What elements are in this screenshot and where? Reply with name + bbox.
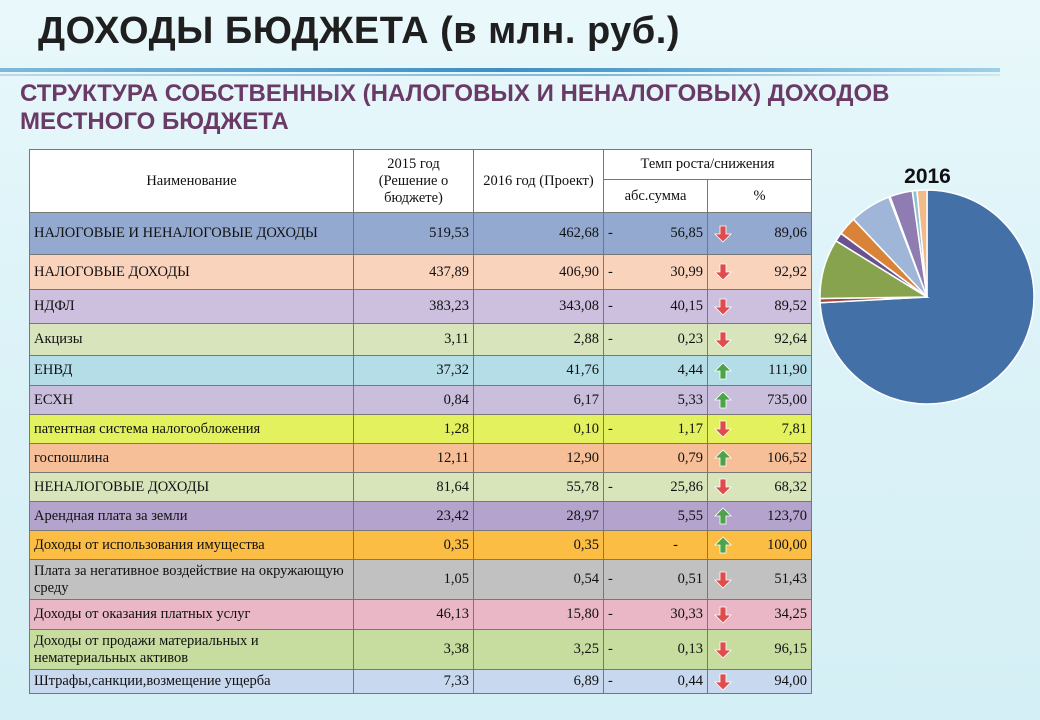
row-name: Доходы от использования имущества xyxy=(30,531,354,560)
row-abs-change xyxy=(604,630,708,670)
table-row xyxy=(30,213,812,255)
row-percent xyxy=(708,502,812,531)
row-percent-value: 68,32 xyxy=(774,478,808,495)
row-percent-value: 96,15 xyxy=(774,641,808,657)
table-row xyxy=(30,324,812,356)
table-row xyxy=(30,531,812,560)
row-2016-value: 55,78 xyxy=(474,473,604,502)
header-2016: 2016 год (Проект) xyxy=(474,150,604,213)
page-subtitle: СТРУКТУРА СОБСТВЕННЫХ (НАЛОГОВЫХ И НЕНАЛОГОВЫХ) ДОХОДОВ МЕСТНОГО БЮДЖЕТА xyxy=(20,80,890,135)
chart-title: 2016 xyxy=(904,165,951,188)
row-percent xyxy=(708,290,812,324)
row-abs-value: 4,44 xyxy=(677,362,703,378)
row-abs-change xyxy=(604,356,708,386)
row-abs-change xyxy=(604,386,708,415)
row-name: НЕНАЛОГОВЫЕ ДОХОДЫ xyxy=(30,473,354,502)
row-2015-value: 0,35 xyxy=(354,531,474,560)
header-rate: Темп роста/снижения xyxy=(604,150,812,180)
row-2016-value: 3,25 xyxy=(474,630,604,670)
row-name: Доходы от оказания платных услуг xyxy=(30,600,354,630)
row-abs-change xyxy=(604,255,708,290)
row-2015-value: 81,64 xyxy=(354,473,474,502)
table-row xyxy=(30,415,812,444)
page-title: ДОХОДЫ БЮДЖЕТА (в млн. руб.) xyxy=(38,10,680,52)
row-percent-value: 94,00 xyxy=(774,673,808,689)
row-2016-value: 0,10 xyxy=(474,415,604,444)
row-abs-value: 56,85 xyxy=(670,225,703,241)
row-percent xyxy=(708,356,812,386)
table-row xyxy=(30,560,812,600)
green-up-arrow-icon xyxy=(714,362,732,385)
row-abs-value: 5,33 xyxy=(677,391,703,408)
row-2015-value: 519,53 xyxy=(354,213,474,255)
pie-chart-svg xyxy=(815,165,1040,425)
budget-table-body xyxy=(30,213,812,694)
row-abs-change xyxy=(604,324,708,356)
row-percent xyxy=(708,560,812,600)
row-abs-change xyxy=(604,531,708,560)
row-abs-change xyxy=(604,473,708,502)
row-percent-value: 111,90 xyxy=(768,362,808,378)
green-up-arrow-icon xyxy=(714,391,732,414)
row-percent-value: 92,92 xyxy=(774,263,808,280)
row-abs-value: 40,15 xyxy=(670,298,703,314)
row-percent xyxy=(708,255,812,290)
green-up-arrow-icon xyxy=(714,449,732,472)
row-abs-value: 0,44 xyxy=(677,673,703,689)
row-abs-value: 25,86 xyxy=(670,478,703,495)
row-percent-value: 51,43 xyxy=(774,571,808,587)
red-down-arrow-icon xyxy=(714,478,732,501)
row-percent xyxy=(708,386,812,415)
table-row xyxy=(30,473,812,502)
red-down-arrow-icon xyxy=(714,420,732,443)
row-2015-value: 12,11 xyxy=(354,444,474,473)
red-down-arrow-icon xyxy=(714,641,732,664)
row-percent xyxy=(708,415,812,444)
row-percent-value: 123,70 xyxy=(767,507,808,524)
header-2015: 2015 год (Решение о бюджете) xyxy=(354,150,474,213)
row-name: Штрафы,санкции,возмещение ущерба xyxy=(30,670,354,694)
row-2016-value: 6,17 xyxy=(474,386,604,415)
row-name: НАЛОГОВЫЕ И НЕНАЛОГОВЫЕ ДОХОДЫ xyxy=(30,213,354,255)
row-name: Арендная плата за земли xyxy=(30,502,354,531)
row-percent xyxy=(708,531,812,560)
row-percent-value: 7,81 xyxy=(781,420,808,437)
pie-chart xyxy=(815,165,1040,425)
table-row xyxy=(30,356,812,386)
row-abs-value: 30,33 xyxy=(670,606,703,622)
row-name: ЕНВД xyxy=(30,356,354,386)
row-sign: - xyxy=(608,331,613,347)
row-abs-change xyxy=(604,290,708,324)
row-abs-value: 1,17 xyxy=(677,420,703,437)
header-pct: % xyxy=(708,180,812,213)
row-name: Акцизы xyxy=(30,324,354,356)
red-down-arrow-icon xyxy=(714,263,732,286)
table-row xyxy=(30,386,812,415)
row-percent xyxy=(708,670,812,694)
table-row xyxy=(30,255,812,290)
row-abs-value: 0,13 xyxy=(677,641,703,657)
row-abs-change xyxy=(604,502,708,531)
row-percent xyxy=(708,444,812,473)
title-divider xyxy=(0,68,1000,72)
row-percent-value: 106,52 xyxy=(767,449,808,466)
row-abs-value: 0,79 xyxy=(677,449,703,466)
row-name: Доходы от продажи материальных и нематериальных активов xyxy=(30,630,354,670)
table-row xyxy=(30,670,812,694)
row-name: НАЛОГОВЫЕ ДОХОДЫ xyxy=(30,255,354,290)
row-2016-value: 343,08 xyxy=(474,290,604,324)
row-abs-change xyxy=(604,444,708,473)
red-down-arrow-icon xyxy=(714,606,732,629)
row-abs-value: 5,55 xyxy=(677,507,703,524)
row-sign: - xyxy=(608,298,613,314)
budget-table xyxy=(29,149,812,694)
row-name: Плата за негативное воздействие на окружающую среду xyxy=(30,560,354,600)
row-abs-change xyxy=(604,600,708,630)
row-name: госпошлина xyxy=(30,444,354,473)
red-down-arrow-icon xyxy=(714,331,732,354)
table-row xyxy=(30,600,812,630)
row-2015-value: 23,42 xyxy=(354,502,474,531)
red-down-arrow-icon xyxy=(714,298,732,321)
row-sign: - xyxy=(608,263,613,280)
row-percent-value: 89,52 xyxy=(774,298,808,314)
row-2015-value: 437,89 xyxy=(354,255,474,290)
row-percent-value: 34,25 xyxy=(774,606,808,622)
row-percent-value: 100,00 xyxy=(767,536,808,553)
title-divider-thin xyxy=(0,74,1000,76)
row-name: ЕСХН xyxy=(30,386,354,415)
row-sign: - xyxy=(608,571,613,587)
row-2015-value: 1,28 xyxy=(354,415,474,444)
row-percent xyxy=(708,630,812,670)
row-abs-value: - xyxy=(673,536,678,553)
row-abs-change xyxy=(604,213,708,255)
row-2015-value: 1,05 xyxy=(354,560,474,600)
header-abs: абс.сумма xyxy=(604,180,708,213)
red-down-arrow-icon xyxy=(714,673,732,696)
row-sign: - xyxy=(608,225,613,241)
red-down-arrow-icon xyxy=(714,571,732,594)
row-2016-value: 406,90 xyxy=(474,255,604,290)
row-abs-value: 30,99 xyxy=(670,263,703,280)
row-2015-value: 383,23 xyxy=(354,290,474,324)
row-2015-value: 46,13 xyxy=(354,600,474,630)
row-2016-value: 41,76 xyxy=(474,356,604,386)
table-row xyxy=(30,444,812,473)
row-name: НДФЛ xyxy=(30,290,354,324)
row-2016-value: 0,54 xyxy=(474,560,604,600)
row-sign: - xyxy=(608,478,613,495)
row-2015-value: 3,11 xyxy=(354,324,474,356)
row-2016-value: 12,90 xyxy=(474,444,604,473)
row-percent xyxy=(708,600,812,630)
row-percent xyxy=(708,473,812,502)
row-name: патентная система налогообложения xyxy=(30,415,354,444)
row-2015-value: 3,38 xyxy=(354,630,474,670)
row-percent-value: 89,06 xyxy=(774,225,808,241)
header-name: Наименование xyxy=(30,150,354,213)
row-2015-value: 37,32 xyxy=(354,356,474,386)
row-2016-value: 28,97 xyxy=(474,502,604,531)
row-sign: - xyxy=(608,641,613,657)
row-abs-value: 0,51 xyxy=(677,571,703,587)
row-percent xyxy=(708,213,812,255)
row-2016-value: 462,68 xyxy=(474,213,604,255)
row-2015-value: 0,84 xyxy=(354,386,474,415)
row-abs-value: 0,23 xyxy=(677,331,703,347)
row-2016-value: 15,80 xyxy=(474,600,604,630)
row-sign: - xyxy=(608,606,613,622)
row-percent-value: 92,64 xyxy=(774,331,808,347)
green-up-arrow-icon xyxy=(714,507,732,530)
row-sign: - xyxy=(608,673,613,689)
row-sign: - xyxy=(608,420,613,437)
row-2015-value: 7,33 xyxy=(354,670,474,694)
green-up-arrow-icon xyxy=(714,536,732,559)
row-percent xyxy=(708,324,812,356)
row-percent-value: 735,00 xyxy=(767,391,808,408)
red-down-arrow-icon xyxy=(714,225,732,248)
row-abs-change xyxy=(604,560,708,600)
row-abs-change xyxy=(604,415,708,444)
row-abs-change xyxy=(604,670,708,694)
table-row xyxy=(30,290,812,324)
row-2016-value: 0,35 xyxy=(474,531,604,560)
table-row xyxy=(30,630,812,670)
table-row xyxy=(30,502,812,531)
row-2016-value: 2,88 xyxy=(474,324,604,356)
row-2016-value: 6,89 xyxy=(474,670,604,694)
